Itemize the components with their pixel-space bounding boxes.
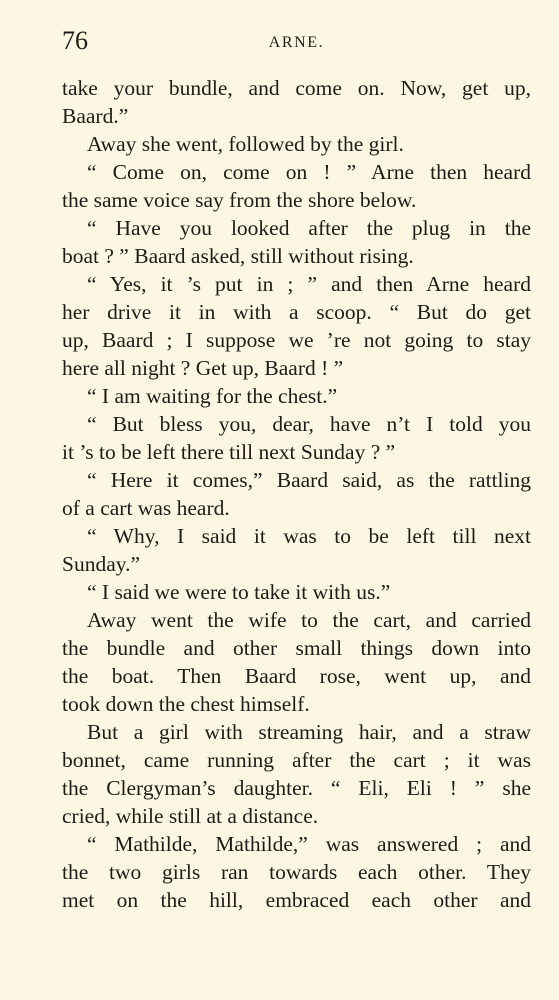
text-line: “ Here it comes,” Baard said, as the rattling: [87, 468, 531, 492]
page-number: 76: [62, 26, 88, 55]
text-line: Baard.”: [62, 104, 129, 128]
text-line: “ Yes, it ’s put in ; ” and then Arne heard: [87, 272, 531, 296]
text-line: the bundle and other small things down into: [62, 636, 531, 660]
text-line: Sunday.”: [62, 552, 141, 576]
text-line: boat ? ” Baard asked, still without rising.: [62, 244, 414, 268]
text-line: it ’s to be left there till next Sunday ? ”: [62, 440, 396, 464]
text-line: “ Have you looked after the plug in the: [87, 216, 531, 240]
text-line: “ Why, I said it was to be left till next: [87, 524, 531, 548]
text-line: the two girls ran towards each other. They: [62, 860, 531, 884]
text-line: up, Baard ; I suppose we ’re not going to stay: [62, 328, 531, 352]
text-line: “ I said we were to take it with us.”: [87, 580, 391, 604]
text-line: the boat. Then Baard rose, went up, and: [62, 664, 531, 688]
text-line: met on the hill, embraced each other and: [62, 888, 531, 912]
running-head: ARNE.: [268, 34, 325, 51]
text-line: cried, while still at a distance.: [62, 804, 319, 828]
text-line: bonnet, came running after the cart ; it was: [62, 748, 531, 772]
text-line: the same voice say from the shore below.: [62, 188, 417, 212]
text-line: took down the chest himself.: [62, 692, 310, 716]
text-line: “ But bless you, dear, have n’t I told you: [87, 412, 531, 436]
body-text: [62, 74, 531, 914]
page-header: [62, 24, 531, 58]
text-line: But a girl with streaming hair, and a straw: [87, 720, 531, 744]
text-line: “ I am waiting for the chest.”: [87, 384, 338, 408]
text-line: take your bundle, and come on. Now, get up,: [62, 76, 531, 100]
text-line: the Clergyman’s daughter. “ Eli, Eli ! ” she: [62, 776, 531, 800]
text-line: “ Mathilde, Mathilde,” was answered ; and: [87, 832, 531, 856]
text-line: of a cart was heard.: [62, 496, 230, 520]
text-line: “ Come on, come on ! ” Arne then heard: [87, 160, 531, 184]
text-line: Away she went, followed by the girl.: [87, 132, 404, 156]
text-line: Away went the wife to the cart, and carried: [87, 608, 531, 632]
text-line: here all night ? Get up, Baard ! ”: [62, 356, 344, 380]
text-line: her drive it in with a scoop. “ But do get: [62, 300, 531, 324]
